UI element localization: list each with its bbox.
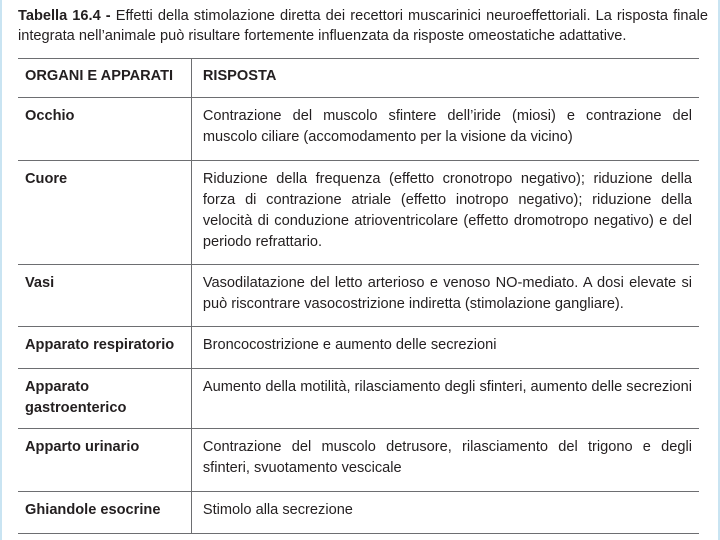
organ-cell: Cuore <box>18 161 191 265</box>
response-cell: Vasodilatazione del letto arterioso e venoso NO-mediato. A dosi elevate si può riscontrare vasocostrizione indiretta (stimolazione gangliare). <box>191 265 699 327</box>
table-row <box>18 161 699 265</box>
table-row <box>18 492 699 534</box>
response-cell: Aumento della motilità, rilasciamento degli sfinteri, aumento delle secrezioni <box>191 369 699 429</box>
table-row <box>18 369 699 429</box>
organ-cell: Ghiandole esocrine <box>18 492 191 534</box>
header-response: RISPOSTA <box>191 59 699 98</box>
organ-cell: Apparato respiratorio <box>18 327 191 369</box>
table-row <box>18 327 699 369</box>
response-cell: Stimolo alla secrezione <box>191 492 699 534</box>
header-organs: ORGANI E APPARATI <box>18 59 191 98</box>
organ-cell: Vasi <box>18 265 191 327</box>
organ-cell: Apparato gastroenterico <box>18 369 191 429</box>
table-caption-text: Effetti della stimolazione diretta dei recettori muscarinici neuroeffettoriali. La risposta finale integrata nell’animale può risultare fortemente influenzata da risposte omeostatiche adattative. <box>18 8 708 44</box>
table-header-row <box>18 59 699 98</box>
table-caption <box>18 6 708 46</box>
response-cell: Contrazione del muscolo detrusore, rilasciamento del trigono e degli sfinteri, svuotamento vescicale <box>191 429 699 492</box>
organ-cell: Apparto urinario <box>18 429 191 492</box>
response-cell: Broncocostrizione e aumento delle secrezioni <box>191 327 699 369</box>
organ-cell: Occhio <box>18 98 191 161</box>
response-cell: Contrazione del muscolo sfintere dell’iride (miosi) e contrazione del muscolo ciliare (accomodamento per la visione da vicino) <box>191 98 699 161</box>
table-caption-label: Tabella 16.4 - <box>18 8 111 24</box>
effects-table <box>18 58 699 534</box>
table-row <box>18 98 699 161</box>
table-row <box>18 429 699 492</box>
response-cell: Riduzione della frequenza (effetto cronotropo negativo); riduzione della forza di contrazione atriale (effetto inotropo negativo); riduzione della velocità di conduzione atrioventricolare (effetto dromotropo negativo) e del periodo refrattario. <box>191 161 699 265</box>
table-row <box>18 265 699 327</box>
